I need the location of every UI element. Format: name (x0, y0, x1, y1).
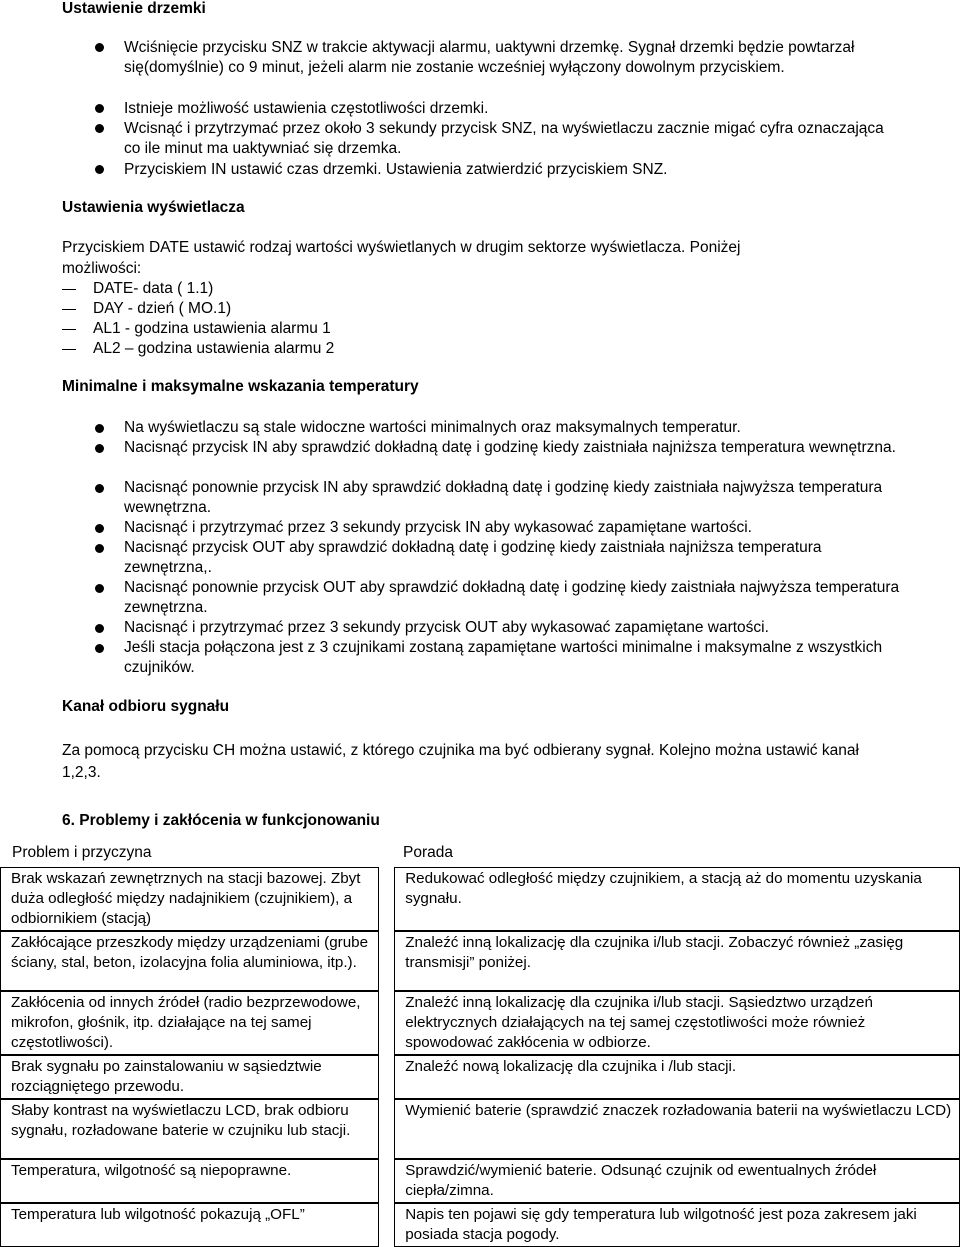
list-item: Istnieje możliwość ustawienia częstotliwości drzemki. (124, 100, 489, 117)
bullet-icon (95, 124, 104, 133)
bullet-icon (95, 544, 104, 553)
list-item: Nacisnąć i przytrzymać przez 3 sekundy przycisk IN aby wykasować zapamiętane wartości. (124, 519, 752, 536)
list-item: Nacisnąć i przytrzymać przez 3 sekundy przycisk OUT aby wykasować zapamiętane wartości. (124, 619, 769, 636)
display-intro-text: Przyciskiem DATE ustawić rodzaj wartości wyświetlanych w drugim sektorze wyświetlacza. Poniżej możliwości: (62, 239, 741, 277)
problem-cell: Temperatura, wilgotność są niepoprawne. (0, 1159, 379, 1203)
heading-snooze: Ustawienie drzemki (62, 0, 206, 17)
channel-text: Za pomocą przycisku CH można ustawić, z którego czujnika ma być odbierany sygnał. Kolejno można ustawić kanał 1,2,3. (62, 742, 859, 781)
table-row (0, 1203, 960, 1247)
table-row (0, 1159, 960, 1203)
column-gap (379, 991, 394, 1055)
bullet-icon (95, 524, 104, 533)
dash-icon (62, 349, 76, 350)
table-row (0, 1055, 960, 1099)
heading-min-max: Minimalne i maksymalne wskazania temperatury (62, 378, 419, 395)
option-label: DAY - dzień ( MO.1) (93, 300, 232, 317)
column-header-problem: Problem i przyczyna (12, 844, 152, 861)
list-item: Nacisnąć przycisk OUT aby sprawdzić dokładną datę i godzinę kiedy zaistniała najniższa temperatura zewnętrzna,. (124, 539, 822, 576)
column-gap (379, 931, 394, 991)
list-item: Wcisnąć i przytrzymać przez około 3 sekundy przycisk SNZ, na wyświetlaczu zacznie migać cyfra oznaczająca co ile minut ma uaktywniać się drzemka. (124, 120, 884, 157)
list-item: Nacisnąć ponownie przycisk IN aby sprawdzić dokładną datę i godzinę kiedy zaistniała najwyższa temperatura wewnętrzna. (124, 479, 883, 516)
dash-icon (62, 329, 76, 330)
problem-cell: Brak wskazań zewnętrznych na stacji bazowej. Zbyt duża odległość między nadajnikiem (czujnikiem), a odbiornikiem (stacją) (0, 867, 379, 931)
troubleshooting-table (0, 867, 960, 1247)
bullet-icon (95, 104, 104, 113)
option-label: AL1 - godzina ustawienia alarmu 1 (93, 320, 331, 337)
advice-cell: Redukować odległość między czujnikiem, a stacją aż do momentu uzyskania sygnału. (394, 867, 960, 931)
advice-cell: Napis ten pojawi się gdy temperatura lub wilgotność jest poza zakresem jaki posiada stacja pogody. (394, 1203, 960, 1247)
column-gap (379, 1159, 394, 1203)
advice-cell: Znaleźć inną lokalizację dla czujnika i/lub stacji. Sąsiedztwo urządzeń elektrycznych działających na tej samej częstotliwości może również spowodować zakłócenia w odbiorze. (394, 991, 960, 1055)
bullet-icon (95, 424, 104, 433)
table-row (0, 991, 960, 1055)
heading-troubleshooting: 6. Problemy i zakłócenia w funkcjonowaniu (62, 812, 380, 829)
table-row (0, 1099, 960, 1159)
table-row (0, 867, 960, 931)
problem-cell: Zakłócenia od innych źródeł (radio bezprzewodowe, mikrofon, głośnik, itp. działające na tej samej częstotliwości). (0, 991, 379, 1055)
option-label: DATE- data ( 1.1) (93, 280, 214, 297)
bullet-icon (95, 644, 104, 653)
bullet-icon (95, 584, 104, 593)
problem-cell: Temperatura lub wilgotność pokazują „OFL” (0, 1203, 379, 1247)
list-item: Nacisnąć ponownie przycisk OUT aby sprawdzić dokładną datę i godzinę kiedy zaistniała najwyższa temperatura zewnętrzna. (124, 579, 900, 616)
column-gap (379, 1099, 394, 1159)
list-item: Na wyświetlaczu są stale widoczne wartości minimalnych oraz maksymalnych temperatur. (124, 419, 741, 436)
heading-channel: Kanał odbioru sygnału (62, 698, 230, 715)
table-row (0, 931, 960, 991)
bullet-icon (95, 165, 104, 174)
bullet-icon (95, 624, 104, 633)
list-item: Jeśli stacja połączona jest z 3 czujnikami zostaną zapamiętane wartości minimalne i maksymalne z wszystkich czujników. (124, 639, 883, 676)
column-header-advice: Porada (403, 844, 453, 861)
advice-cell: Wymienić baterie (sprawdzić znaczek rozładowania baterii na wyświetlaczu LCD) (394, 1099, 960, 1159)
problem-cell: Zakłócające przeszkody między urządzeniami (grube ściany, stal, beton, izolacyjna folia aluminiowa, itp.). (0, 931, 379, 991)
problem-cell: Słaby kontrast na wyświetlaczu LCD, brak odbioru sygnału, rozładowane baterie w czujniku lub stacji. (0, 1099, 379, 1159)
advice-cell: Znaleźć nową lokalizację dla czujnika i /lub stacji. (394, 1055, 960, 1099)
problem-cell: Brak sygnału po zainstalowaniu w sąsiedztwie rozciągniętego przewodu. (0, 1055, 379, 1099)
heading-display-settings: Ustawienia wyświetlacza (62, 199, 245, 216)
list-item: Nacisnąć przycisk IN aby sprawdzić dokładną datę i godzinę kiedy zaistniała najniższa temperatura wewnętrzna. (124, 439, 896, 456)
column-gap (379, 1203, 394, 1247)
list-item: Wciśnięcie przycisku SNZ w trakcie aktywacji alarmu, uaktywni drzemkę. Sygnał drzemki będzie powtarzał się(domyślnie) co 9 minut, jeżeli alarm nie zostanie wcześniej wyłączony dowolnym przyciskiem. (124, 39, 855, 76)
bullet-icon (95, 484, 104, 493)
bullet-icon (95, 444, 104, 453)
dash-icon (62, 289, 76, 290)
advice-cell: Znaleźć inną lokalizację dla czujnika i/lub stacji. Zobaczyć również „zasięg transmisji” poniżej. (394, 931, 960, 991)
bullet-icon (95, 43, 104, 52)
advice-cell: Sprawdzić/wymienić baterie. Odsunąć czujnik od ewentualnych źródeł ciepła/zimna. (394, 1159, 960, 1203)
column-gap (379, 1055, 394, 1099)
list-item: Przyciskiem IN ustawić czas drzemki. Ustawienia zatwierdzić przyciskiem SNZ. (124, 161, 668, 178)
option-label: AL2 – godzina ustawienia alarmu 2 (93, 340, 335, 357)
column-gap (379, 867, 394, 931)
dash-icon (62, 309, 76, 310)
